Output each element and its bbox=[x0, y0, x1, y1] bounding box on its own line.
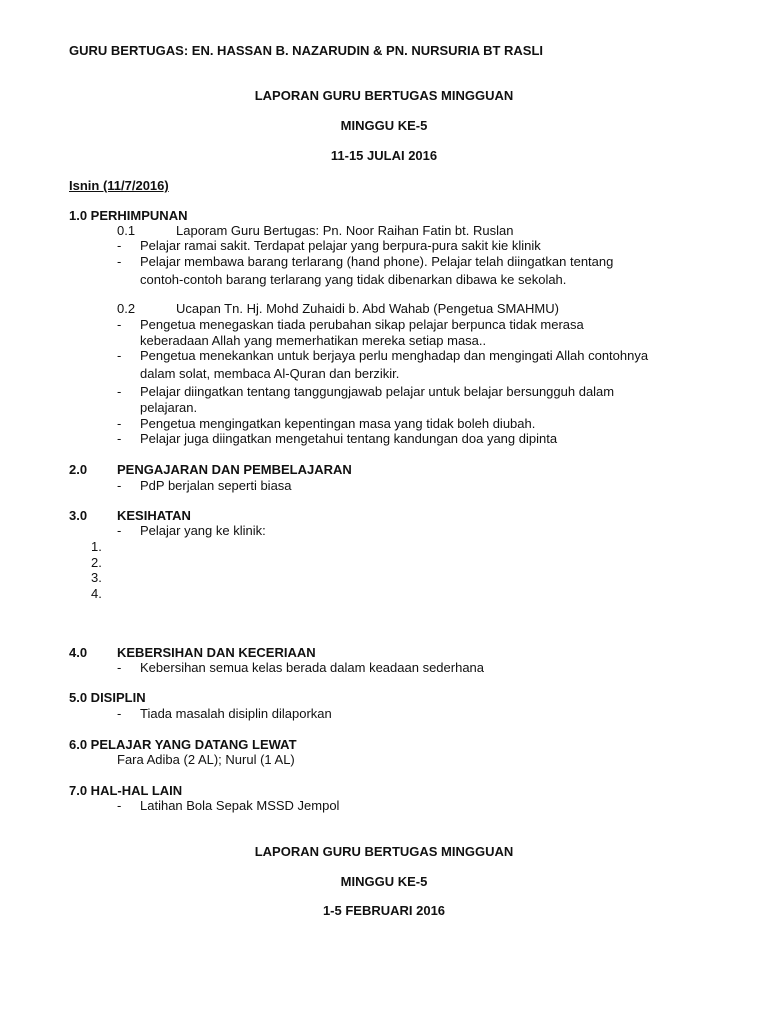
bullet-text: Tiada masalah disiplin dilaporkan bbox=[140, 706, 332, 721]
list-item bbox=[0, 431, 768, 447]
duty-teachers-header: GURU BERTUGAS: EN. HASSAN B. NAZARUDIN & PN. NURSURIA BT RASLI bbox=[69, 43, 544, 58]
bullet-text: Latihan Bola Sepak MSSD Jempol bbox=[140, 798, 340, 813]
numbered-list-item bbox=[0, 570, 768, 586]
section-4-title: KEBERSIHAN DAN KECERIAAN bbox=[117, 645, 316, 660]
list-item bbox=[0, 798, 768, 814]
subsection-0-1-text: Laporam Guru Bertugas: Pn. Noor Raihan Fatin bt. Ruslan bbox=[176, 223, 514, 238]
section-3-number: 3.0 bbox=[69, 508, 88, 523]
day-heading: Isnin (11/7/2016) bbox=[69, 178, 169, 193]
list-number: 4. bbox=[91, 586, 102, 601]
section-2-number: 2.0 bbox=[69, 462, 88, 477]
list-item bbox=[0, 254, 768, 270]
report-week: MINGGU KE-5 bbox=[340, 874, 428, 889]
list-number: 3. bbox=[91, 570, 102, 585]
list-item-continuation bbox=[0, 366, 768, 382]
bullet-dash: - bbox=[117, 416, 122, 431]
list-item bbox=[0, 238, 768, 254]
list-item bbox=[0, 317, 768, 333]
bullet-dash: - bbox=[117, 798, 122, 813]
bullet-text: Pengetua mengingatkan kepentingan masa yang tidak boleh diubah. bbox=[140, 416, 536, 431]
bullet-dash: - bbox=[117, 706, 122, 721]
numbered-list-item bbox=[0, 555, 768, 571]
list-number: 2. bbox=[91, 555, 102, 570]
bullet-dash: - bbox=[117, 478, 122, 493]
subsection-0-1 bbox=[0, 223, 768, 239]
list-item bbox=[0, 706, 768, 722]
report-dates: 11-15 JULAI 2016 bbox=[330, 148, 438, 163]
bullet-dash: - bbox=[117, 660, 122, 675]
section-7-title: 7.0 HAL-HAL LAIN bbox=[69, 783, 183, 798]
bullet-dash: - bbox=[117, 431, 122, 446]
bullet-text: keberadaan Allah yang memerhatikan mereka setiap masa.. bbox=[140, 333, 487, 348]
bullet-dash: - bbox=[117, 348, 122, 363]
section-4-number: 4.0 bbox=[69, 645, 88, 660]
list-item bbox=[0, 348, 768, 364]
bullet-dash: - bbox=[117, 254, 122, 269]
list-item bbox=[0, 660, 768, 676]
bullet-dash: - bbox=[117, 384, 122, 399]
list-item bbox=[0, 416, 768, 432]
bullet-text: Pelajar ramai sakit. Terdapat pelajar yang berpura-pura sakit kie klinik bbox=[140, 238, 541, 253]
bullet-text: Pengetua menegaskan tiada perubahan sikap pelajar berpunca tidak merasa bbox=[140, 317, 584, 332]
subsection-0-1-number: 0.1 bbox=[117, 223, 136, 238]
section-2-heading bbox=[0, 462, 768, 478]
list-item-continuation bbox=[0, 333, 768, 349]
bullet-text: Pelajar membawa barang terlarang (hand phone). Pelajar telah diingatkan tentang bbox=[140, 254, 614, 269]
list-item bbox=[0, 523, 768, 539]
list-item bbox=[0, 478, 768, 494]
section-1-title: 1.0 PERHIMPUNAN bbox=[69, 208, 188, 223]
list-item bbox=[0, 384, 768, 400]
list-item-continuation bbox=[0, 400, 768, 416]
section-6-title: 6.0 PELAJAR YANG DATANG LEWAT bbox=[69, 737, 297, 752]
bullet-text: Kebersihan semua kelas berada dalam keadaan sederhana bbox=[140, 660, 485, 675]
bullet-text: Pelajar diingatkan tentang tanggungjawab pelajar untuk belajar bersungguh dalam bbox=[140, 384, 615, 399]
bullet-dash: - bbox=[117, 317, 122, 332]
list-number: 1. bbox=[91, 539, 102, 554]
bullet-text: Pelajar juga diingatkan mengetahui tentang kandungan doa yang dipinta bbox=[140, 431, 558, 446]
bullet-text: Pengetua menekankan untuk berjaya perlu menghadap dan mengingati Allah contohnya bbox=[140, 348, 649, 363]
report-title: LAPORAN GURU BERTUGAS MINGGUAN bbox=[254, 844, 514, 859]
bullet-dash: - bbox=[117, 238, 122, 253]
bullet-text: contoh-contoh barang terlarang yang tidak dibenarkan dibawa ke sekolah. bbox=[140, 272, 567, 287]
section-2-title: PENGAJARAN DAN PEMBELAJARAN bbox=[117, 462, 352, 477]
bullet-text: dalam solat, membaca Al-Quran dan berzikir. bbox=[140, 366, 400, 381]
subsection-0-2-text: Ucapan Tn. Hj. Mohd Zuhaidi b. Abd Wahab (Pengetua SMAHMU) bbox=[176, 301, 559, 316]
bullet-text: PdP berjalan seperti biasa bbox=[140, 478, 292, 493]
report-dates: 1-5 FEBRUARI 2016 bbox=[322, 903, 446, 918]
section-4-heading bbox=[0, 645, 768, 661]
bullet-text: pelajaran. bbox=[140, 400, 198, 415]
numbered-list-item bbox=[0, 539, 768, 555]
subsection-0-2-number: 0.2 bbox=[117, 301, 136, 316]
list-item-continuation bbox=[0, 272, 768, 288]
section-3-heading bbox=[0, 508, 768, 524]
numbered-list-item bbox=[0, 586, 768, 602]
report-week: MINGGU KE-5 bbox=[340, 118, 428, 133]
section-3-title: KESIHATAN bbox=[117, 508, 191, 523]
bullet-dash: - bbox=[117, 523, 122, 538]
report-title: LAPORAN GURU BERTUGAS MINGGUAN bbox=[254, 88, 514, 103]
subsection-0-2 bbox=[0, 301, 768, 317]
bullet-text: Pelajar yang ke klinik: bbox=[140, 523, 266, 538]
section-5-title: 5.0 DISIPLIN bbox=[69, 690, 146, 705]
late-students-text: Fara Adiba (2 AL); Nurul (1 AL) bbox=[117, 752, 295, 767]
